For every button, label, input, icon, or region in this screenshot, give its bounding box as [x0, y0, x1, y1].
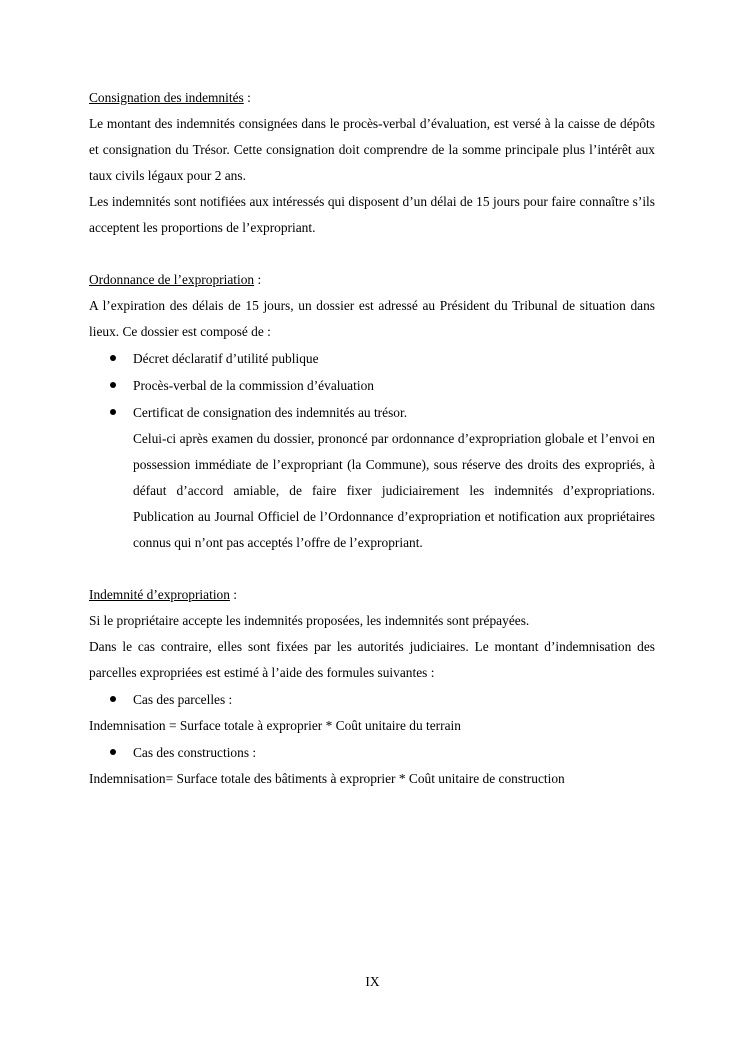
section-heading: Indemnité d’expropriation	[89, 587, 230, 602]
section-heading: Ordonnance de l’expropriation	[89, 272, 255, 287]
ordonnance-paragraph-1: A l’expiration des délais de 15 jours, un dossier est adressé au Président du Tribunal de situation dans lieux. Ce dossier est composé de :	[89, 298, 655, 339]
indemnite-paragraph-2: Dans le cas contraire, elles sont fixées par les autorités judiciaires. Le montant d’indemnisation des parcelles expropriées est estimé à l’aide des formules suivantes :	[89, 639, 655, 680]
consignation-paragraph-1: Le montant des indemnités consignées dans le procès-verbal d’évaluation, est versé à la caisse de dépôts et consignation du Trésor. Cette consignation doit comprendre de la somme principale plus l’intérêt aux taux civils légaux pour 2 ans.	[89, 116, 655, 183]
section-indemnite-title	[89, 582, 655, 608]
formula-parcelles: Indemnisation = Surface totale à exproprier * Coût unitaire du terrain	[89, 718, 461, 733]
formula-constructions: Indemnisation= Surface totale des bâtiments à exproprier * Coût unitaire de construction	[89, 771, 565, 786]
section-consignation-title	[89, 85, 655, 111]
heading-colon: :	[229, 587, 238, 602]
list-item: Décret déclaratif d’utilité publique	[89, 345, 655, 372]
list-item: Cas des parcelles :	[89, 686, 655, 713]
heading-colon: :	[243, 90, 251, 105]
section-heading: Consignation des indemnités	[89, 90, 244, 105]
indemnite-paragraph-1: Si le propriétaire accepte les indemnités proposées, les indemnités sont prépayées.	[89, 613, 530, 628]
page-number: IX	[365, 974, 380, 989]
list-item: Certificat de consignation des indemnités au trésor.	[89, 399, 655, 426]
cases-list-1	[89, 686, 655, 713]
spacer	[89, 241, 655, 267]
consignation-paragraph-2: Les indemnités sont notifiées aux intéressés qui disposent d’un délai de 15 jours pour faire connaître s’ils acceptent les proportions de l’expropriant.	[89, 194, 655, 235]
spacer	[89, 556, 655, 582]
page-body	[89, 85, 655, 792]
cases-list-2	[89, 739, 655, 766]
section-ordonnance-title	[89, 267, 655, 293]
list-item: Cas des constructions :	[89, 739, 655, 766]
ordonnance-sub-paragraph: Celui-ci après examen du dossier, prononcé par ordonnance d’expropriation globale et l’envoi en possession immédiate de l’expropriant (la Commune), sous réserve des droits des expropriés, à défaut d’accord amiable, de faire fixer judiciairement les indemnités d’expropriations. Publication au Journal Officiel de l’Ordonnance d’expropriation et notification aux propriétaires connus qui n’ont pas acceptés l’offre de l’expropriant.	[133, 431, 655, 550]
heading-colon: :	[254, 272, 262, 287]
dossier-list	[89, 345, 655, 426]
list-item: Procès-verbal de la commission d’évaluation	[89, 372, 655, 399]
